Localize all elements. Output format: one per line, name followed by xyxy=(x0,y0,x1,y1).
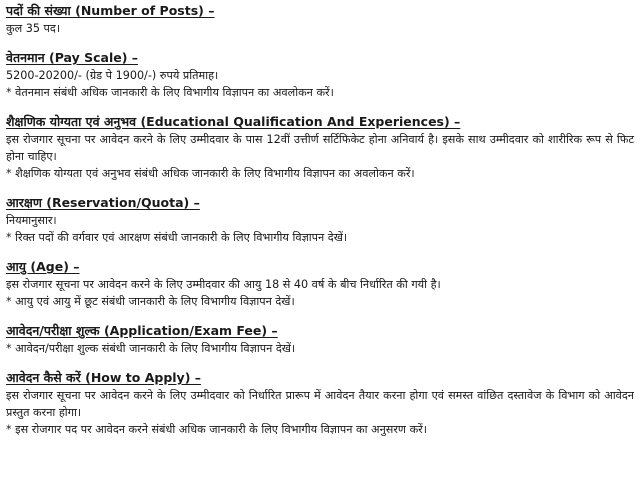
qualification-note: * शैक्षणिक योग्यता एवं अनुभव संबंधी अधिक जानकारी के लिए विभागीय विज्ञापन का अवलोकन करें। xyxy=(6,167,415,180)
number-of-posts-section xyxy=(6,2,634,37)
how-to-apply-heading: आवेदन कैसे करें (How to Apply) – xyxy=(6,370,202,385)
reservation-text: नियमानुसार। xyxy=(6,214,57,227)
qualification-section xyxy=(6,113,634,182)
pay-scale-heading: वेतनमान (Pay Scale) – xyxy=(6,50,139,65)
age-heading: आयु (Age) – xyxy=(6,259,80,274)
qualification-text: इस रोजगार सूचना पर आवेदन करने के लिए उम्मीदवार के पास 12वीं उत्तीर्ण सर्टिफिकेट होना अनिवार्य है। इसके साथ उम्मीदवार को शारीरिक रूप से फिट होना चाहिए। xyxy=(6,133,634,163)
number-of-posts-text: कुल 35 पद। xyxy=(6,22,61,35)
how-to-apply-note: * इस रोजगार पद पर आवेदन करने संबंधी अधिक जानकारी के लिए विभागीय विज्ञापन का अनुसरण करें। xyxy=(6,423,427,436)
pay-scale-amount: 5200-20200/- (ग्रेड पे 1900/-) रुपये प्रतिमाह। xyxy=(6,69,219,82)
how-to-apply-text: इस रोजगार सूचना पर आवेदन करने के लिए उम्मीदवार को निर्धारित प्रारूप में आवेदन तैयार करना होगा एवं समस्त वांछित दस्तावेज के विभाग को आवेदन प्रस्तुत करना होगा। xyxy=(6,389,634,419)
reservation-note: * रिक्त पदों की वर्गवार एवं आरक्षण संबंधी जानकारी के लिए विभागीय विज्ञापन देखें। xyxy=(6,231,348,244)
reservation-section xyxy=(6,194,634,246)
pay-scale-note: * वेतनमान संबंधी अधिक जानकारी के लिए विभागीय विज्ञापन का अवलोकन करें। xyxy=(6,86,334,99)
pay-scale-section xyxy=(6,49,634,101)
age-note: * आयु एवं आयु में छूट संबंधी जानकारी के लिए विभागीय विज्ञापन देखें। xyxy=(6,295,295,308)
application-fee-section xyxy=(6,322,634,357)
reservation-heading: आरक्षण (Reservation/Quota) – xyxy=(6,195,200,210)
age-section xyxy=(6,258,634,310)
number-of-posts-heading: पदों की संख्या (Number of Posts) – xyxy=(6,3,215,18)
application-fee-note: * आवेदन/परीक्षा शुल्क संबंधी जानकारी के लिए विभागीय विज्ञापन देखें। xyxy=(6,342,296,355)
qualification-heading: शैक्षणिक योग्यता एवं अनुभव (Educational Qualification And Experiences) – xyxy=(6,114,461,129)
application-fee-heading: आवेदन/परीक्षा शुल्क (Application/Exam Fee) – xyxy=(6,323,278,338)
how-to-apply-section xyxy=(6,369,634,438)
age-text: इस रोजगार सूचना पर आवेदन करने के लिए उम्मीदवार की आयु 18 से 40 वर्ष के बीच निर्धारित की गयी है। xyxy=(6,278,441,291)
